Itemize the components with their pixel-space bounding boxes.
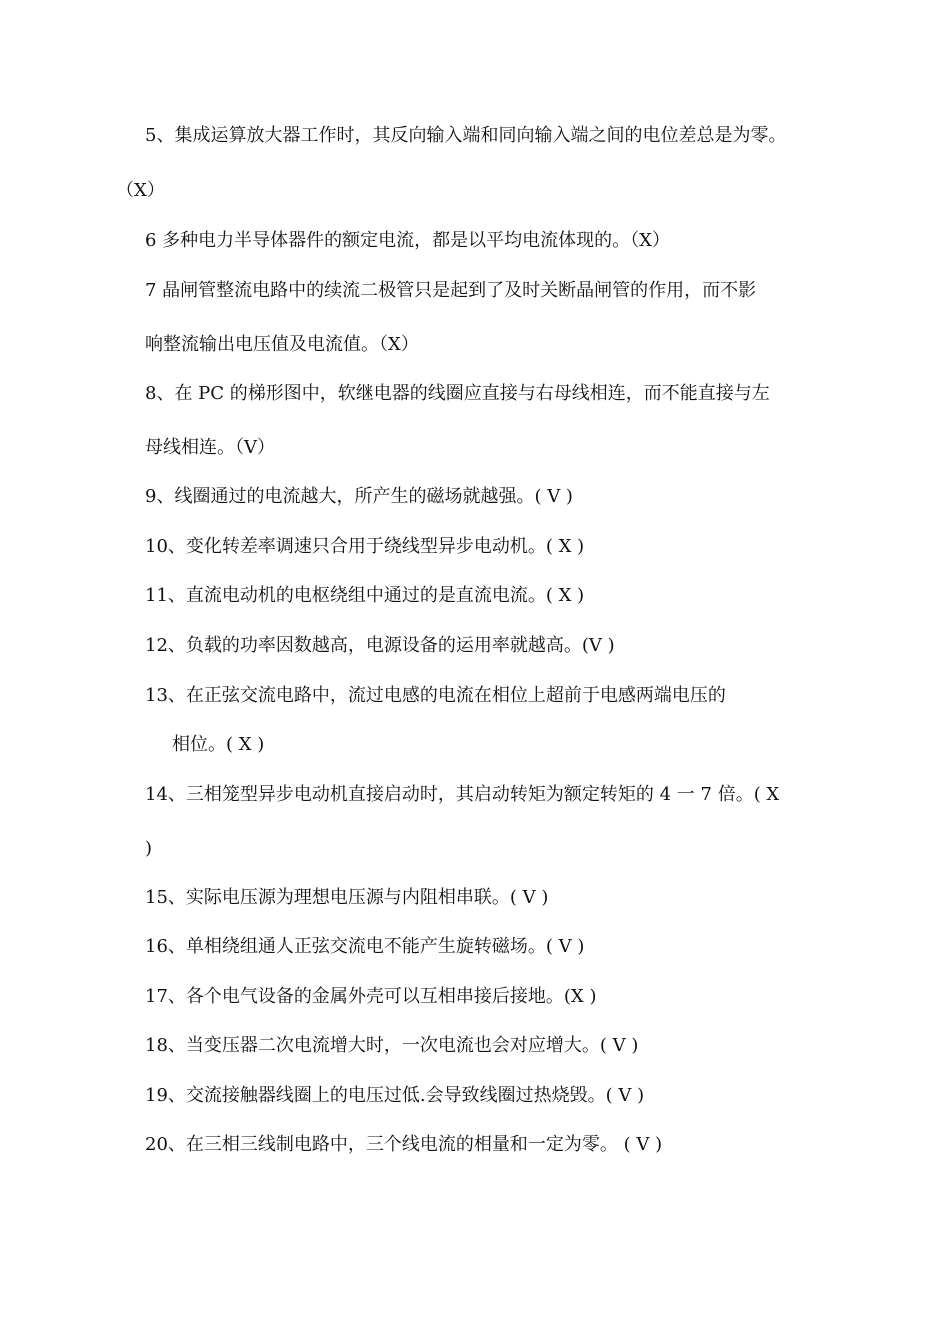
text-line-5: 5、集成运算放大器工作时，其反向输入端和同向输入端之间的电位差总是为零。 <box>145 125 787 146</box>
text-line-13a: 13、在正弦交流电路中，流过电感的电流在相位上超前于电感两端电压的 <box>145 685 726 706</box>
text-line-17: 17、各个电气设备的金属外壳可以互相串接后接地。(X ) <box>145 986 597 1007</box>
text-line-8b: 母线相连。（V） <box>145 437 275 458</box>
text-line-14a: 14、三相笼型异步电动机直接启动时，其启动转矩为额定转矩的 4 一 7 倍。( X <box>145 784 780 805</box>
text-line-5-answer: （X） <box>116 180 165 201</box>
text-line-7a: 7 晶闸管整流电路中的续流二极管只是起到了及时关断晶闸管的作用，而不影 <box>145 280 757 301</box>
text-line-16: 16、单相绕组通人正弦交流电不能产生旋转磁场。( V ) <box>145 936 585 957</box>
text-line-13b: 相位。( X ) <box>172 734 265 755</box>
text-line-6: 6 多种电力半导体器件的额定电流，都是以平均电流体现的。（X） <box>145 230 670 251</box>
text-line-9: 9、线圈通过的电流越大，所产生的磁场就越强。( V ) <box>145 486 573 507</box>
text-line-8a: 8、在 PC 的梯形图中，软继电器的线圈应直接与右母线相连，而不能直接与左 <box>145 383 770 404</box>
text-line-20: 20、在三相三线制电路中，三个线电流的相量和一定为零。 ( V ) <box>145 1134 663 1155</box>
text-line-12: 12、负载的功率因数越高，电源设备的运用率就越高。(V ) <box>145 635 615 656</box>
text-line-10: 10、变化转差率调速只合用于绕线型异步电动机。( X ) <box>145 536 585 557</box>
text-line-19: 19、交流接触器线圈上的电压过低.会导致线圈过热烧毁。( V ) <box>145 1085 645 1106</box>
text-line-15: 15、实际电压源为理想电压源与内阻相串联。( V ) <box>145 887 549 908</box>
text-line-18: 18、当变压器二次电流增大时，一次电流也会对应增大。( V ) <box>145 1035 639 1056</box>
text-line-14b: ) <box>145 838 153 859</box>
text-line-7b: 响整流输出电压值及电流值。（X） <box>145 334 419 355</box>
text-line-11: 11、直流电动机的电枢绕组中通过的是直流电流。( X ) <box>145 585 585 606</box>
